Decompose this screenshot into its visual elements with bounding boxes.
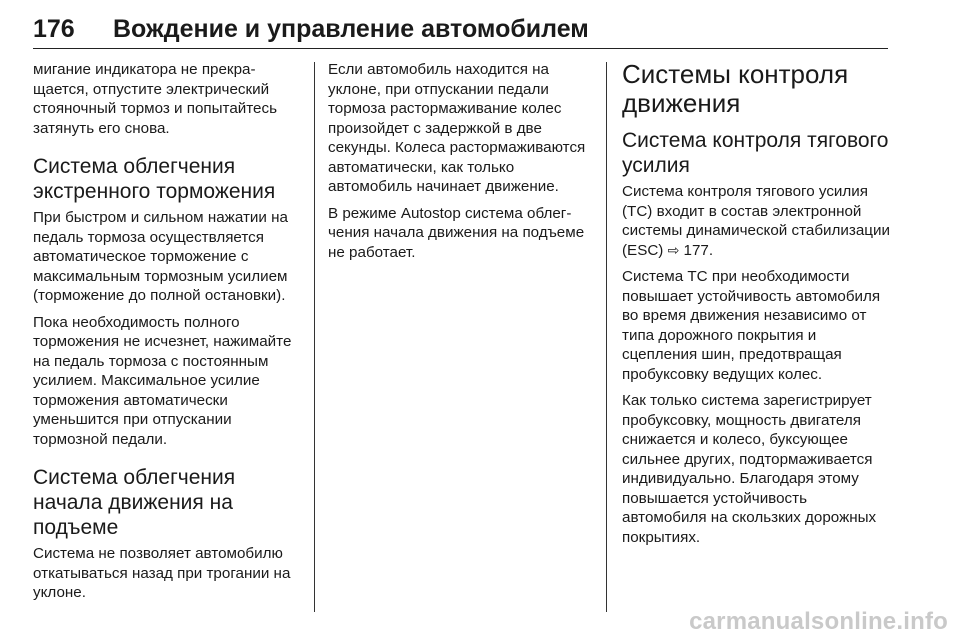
paragraph: Если автомобиль находится на уклоне, при отпускании педали тормоза растормаживание колес произойдет с задержкой в две секунды. Колеса растормаживаются автоматически, как только автомобиль начинает движение. [328,61,586,195]
paragraph: В режиме Autostop система облегчения начала движения на подъеме не работает. [328,204,585,261]
page-header [33,14,888,49]
paragraph: Система не позволяет автомобилю откатываться назад при трогании на уклоне. [33,545,291,601]
section-heading-hill-start-assist: Система облегчения начала движения на подъеме [33,466,236,539]
page-reference-arrow-icon: ⇨ [667,241,680,258]
page-title: Вождение и управление автомобилем [113,15,589,43]
column-middle [328,60,600,269]
paragraph: При быстром и сильном нажатии на педаль тормоза осуществляется автоматическое торможение с максимальным тормозным усилием (торможение до полной остановки). [33,209,288,304]
paragraph-text: Система контроля тягового усилия (TC) входит в состав электронной системы динамической стабилизации (ESC) [622,183,890,259]
column-divider [606,62,607,612]
paragraph [622,182,892,260]
section-heading-traction-control: Система контроля тягового усилия [622,129,889,177]
column-divider [314,62,315,612]
paragraph: мигание индикатора не прекращается, отпустите электрический стояночный тормоз и попытайтесь затянуть его снова. [33,61,278,137]
page-number: 176 [33,15,75,43]
column-left [33,60,303,610]
paragraph: Система TC при необходимости повышает устойчивость автомобиля во время движения независимо от типа дорожного покрытия и сцепления шин, предотвращая пробуксовку ведущих колес. [622,268,881,383]
section-heading-emergency-braking: Система облегчения экстренного торможения [33,155,276,203]
chapter-heading-driving-control-systems: Системы контроля движения [622,59,849,118]
column-right [622,60,892,554]
paragraph: Пока необходимость полного торможения не исчезнет, нажимайте на педаль тормоза с постоянным усилием. Максимальное усилие торможения автоматически уменьшится при отпускании тормозной педали. [33,313,292,448]
watermark: carmanualsonline.info [689,608,948,635]
paragraph: Как только система зарегистрирует пробуксовку, мощность двигателя снижается и колесо, буксующее сильнее других, подтормаживается индивидуально. Благодаря этому повышается устойчивость автомобиля на скользких дорожных покрытиях. [622,392,877,546]
page-reference-link[interactable]: 177. [683,241,714,259]
